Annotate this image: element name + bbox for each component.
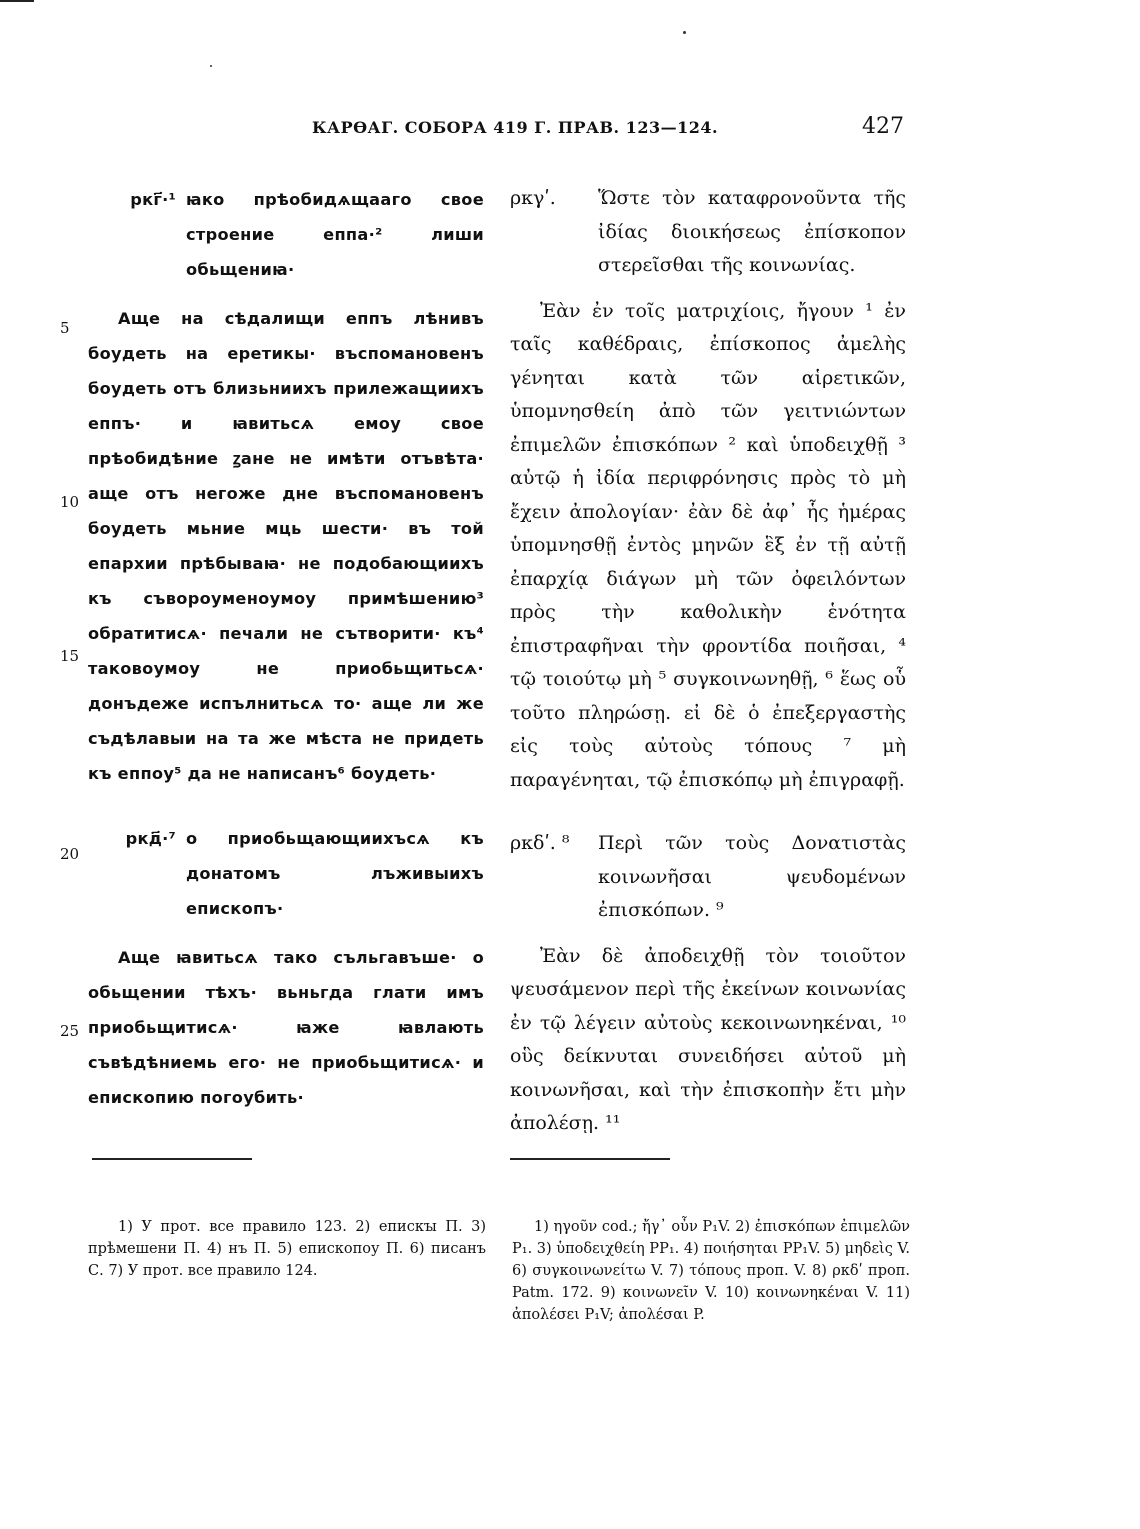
rule-number: ρκγʹ.: [510, 187, 556, 209]
line-number: 20: [60, 845, 80, 863]
line-number: 5: [60, 319, 70, 337]
running-head: КАРѲАГ. СОБОРА 419 Г. ПРАВ. 123—124.: [312, 118, 719, 137]
footnote-divider: [92, 1158, 252, 1160]
rule-124-heading-cs: [88, 821, 484, 926]
rule-title: ꙗко прѣобидѧщааго свое строение еппа·² лиши обьщениꙗ·: [186, 190, 484, 279]
footnotes-left: 1) У прот. все правило 123. 2) епискꙑ П. 3) прѣмешени П. 4) нъ П. 5) епископоу П. 6) писанъ С. 7) У прот. все правило 124.: [88, 1219, 486, 1279]
rule-123-heading-cs: [88, 182, 484, 287]
rule-123-text-cs: Аще на сѣдалищи еппъ лѣнивъ боудеть на еретикы· въспомановенъ боудеть отъ близьниихъ прилежащиихъ еппъ· и ꙗвитьсѧ емоу свое прѣобидѣние ꙁане не имѣти отъвѣта· аще отъ негоже дне въспомановенъ боудеть мьние мць шести· въ той епархии прѣбываꙗ· не подобающиихъ къ съвороуменоумоу примѣшению³ обратитисѧ· печали не сътворити· къ⁴ таковоумоу не приобьщитьсѧ· донъдеже испълнитьсѧ то· аще ли же съдѣлавыи на та же мѣста не придеть къ еппоу⁵ да не написанъ⁶ боудеть·: [88, 309, 484, 783]
greek-column: [510, 182, 906, 1141]
rule-title: Ὥστε τὸν καταφρονοῦντα τῆς ἰδίας διοικήσεως ἐπίσκοπον στερεῖσθαι τῆς κοινωνίας.: [598, 187, 906, 276]
page-header: [300, 114, 910, 144]
rule-title: о приобьщающиихъсѧ къ донатомъ лъживыихъ епископъ·: [186, 829, 484, 918]
rule-124-text-gr: Ἐὰν δὲ ἀποδειχθῇ τὸν τοιοῦτον ψευσάμενον περὶ τῆς ἐκείνων κοινωνίας ἐν τῷ λέγειν αὐτοὺς κεκοινωνηκέναι, ¹⁰ οὓς δείκνυται συνειδήσει αὐτοῦ μὴ κοινωνῆσαι, καὶ τὴν ἐπισκοπὴν ἔτι μὴν ἀπολέσῃ. ¹¹: [510, 944, 906, 1134]
rule-123-heading-gr: [510, 182, 906, 283]
rule-124-heading-gr: [510, 827, 906, 928]
print-speck: [210, 65, 212, 67]
rule-123-text-gr: Ἐὰν ἐν τοῖς ματριχίοις, ἤγουν ¹ ἐν ταῖς καθέδραις, ἐπίσκοπος ἀμελὴς γένηται κατὰ τῶν αἱρετικῶν, ὑπομνησθείη ἀπὸ τῶν γειτνιώντων ἐπιμελῶν ἐπισκόπων ² καὶ ὑποδειχθῇ ³ αὐτῷ ἡ ἰδία περιφρόνησις πρὸς τὸ μὴ ἔχειν ἀπολογίαν· ἐὰν δὲ ἀφ᾽ ἧς ἡμέρας ὑπομνησθῇ ἐντὸς μηνῶν ἓξ ἐν τῇ αὐτῇ ἐπαρχίᾳ διάγων μὴ τῶν ὀφειλόντων πρὸς τὴν καθολικὴν ἑνότητα ἐπιστραφῆναι τὴν φροντίδα ποιῆσαι, ⁴ τῷ τοιούτῳ μὴ ⁵ συγκοινωνηθῇ, ⁶ ἕως οὗ τοῦτο πληρώσῃ. εἰ δὲ ὁ ἐπεξεργαστὴς εἰς τοὺς αὐτοὺς τόπους ⁷ μὴ παραγένηται, τῷ ἐπισκόπῳ μὴ ἐπιγραφῇ.: [510, 299, 906, 791]
footnote-divider: [510, 1158, 670, 1160]
page-number: 427: [862, 114, 904, 139]
line-number: 25: [60, 1022, 80, 1040]
rule-number: ркг҃·¹: [130, 190, 176, 209]
rule-number: ρκδʹ. ⁸: [510, 832, 570, 854]
top-left-rule: [0, 0, 34, 2]
footnotes-right: 1) ηγοῦν cod.; ἤγ᾽ οὖν P₁V. 2) ἐπισκόπων ἐπιμελῶν P₁. 3) ὑποδειχθείη PP₁. 4) ποιήσηται PP₁V. 5) μηδεὶς V. 6) συγκοινωνείτω V. 7) τόπους проп. V. 8) ρκδʹ проп. Patm. 172. 9) κοινωνεῖν V. 10) κοινωνηκέναι V. 11) ἀπολέσει P₁V; ἀπολέσαι P.: [512, 1219, 910, 1323]
print-speck: [683, 31, 686, 34]
rule-124-text-cs: Аще ꙗвитьсѧ тако съльгавъше· о обьщении тѣхъ· вьньгда глати имъ приобьщитисѧ· ꙗже ꙗвлають съвѣдѣниемь его· не приобьщитисѧ· и епископию погоубить·: [88, 948, 484, 1107]
rule-number: ркд҃·⁷: [125, 829, 176, 848]
rule-title: Περὶ τῶν τοὺς Δονατιστὰς κοινωνῆσαι ψευδομένων ἐπισκόπων. ⁹: [598, 832, 906, 921]
church-slavonic-column: [88, 182, 484, 1115]
line-number: 15: [60, 647, 80, 665]
line-number: 10: [60, 493, 80, 511]
